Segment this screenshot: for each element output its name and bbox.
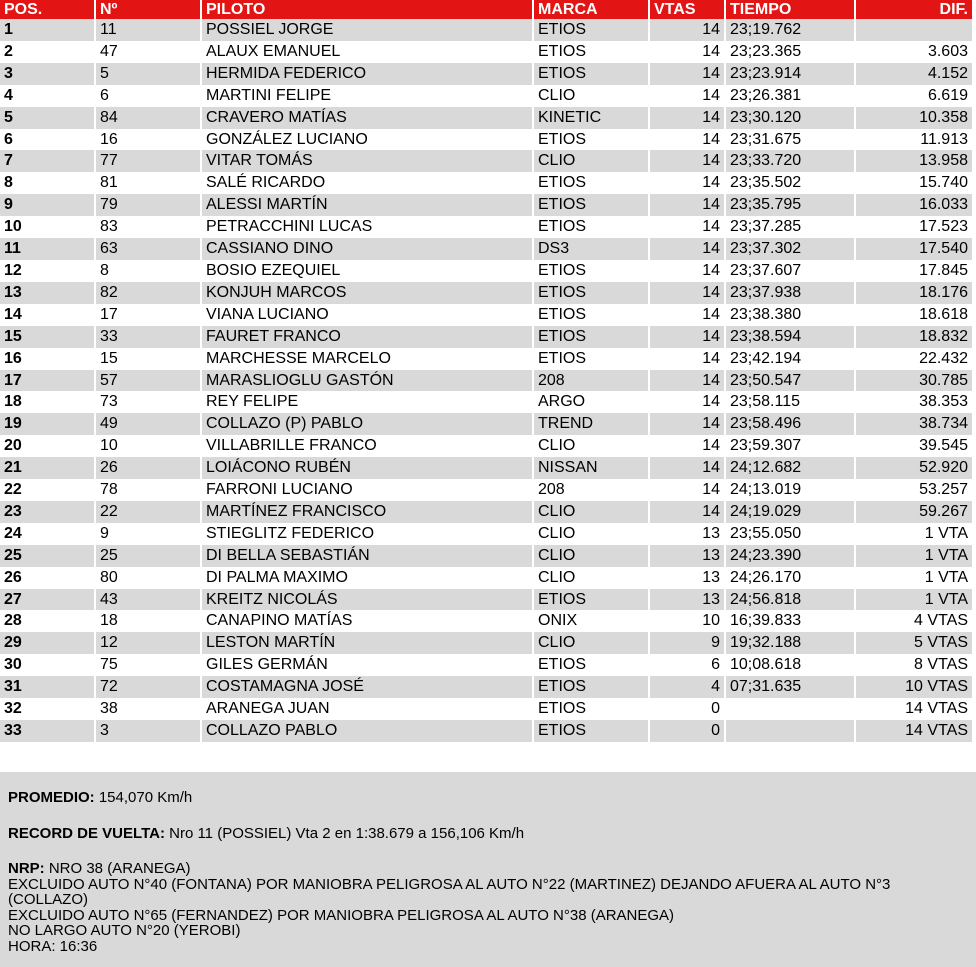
cell-pos: 26 [0, 567, 94, 589]
average-speed-line [8, 790, 968, 806]
table-row [0, 435, 972, 457]
cell-time: 16;39.833 [726, 610, 854, 632]
cell-gap: 13.958 [856, 150, 972, 172]
cell-gap: 18.176 [856, 282, 972, 304]
cell-laps: 0 [650, 698, 724, 720]
header-number: Nº [96, 0, 200, 19]
table-row [0, 391, 972, 413]
cell-time: 23;58.496 [726, 413, 854, 435]
cell-pos: 27 [0, 589, 94, 611]
table-row [0, 676, 972, 698]
cell-brand: ETIOS [534, 304, 648, 326]
cell-pos: 24 [0, 523, 94, 545]
cell-driver: ARANEGA JUAN [202, 698, 532, 720]
cell-gap: 15.740 [856, 172, 972, 194]
race-notes [0, 772, 976, 967]
cell-gap: 16.033 [856, 194, 972, 216]
cell-gap: 10 VTAS [856, 676, 972, 698]
cell-gap: 22.432 [856, 348, 972, 370]
cell-gap: 1 VTA [856, 589, 972, 611]
cell-pos: 10 [0, 216, 94, 238]
cell-brand: NISSAN [534, 457, 648, 479]
cell-driver: DI PALMA MAXIMO [202, 567, 532, 589]
cell-pos: 1 [0, 19, 94, 41]
cell-brand: ETIOS [534, 194, 648, 216]
cell-laps: 14 [650, 41, 724, 63]
lap-record-value: Nro 11 (POSSIEL) Vta 2 en 1:38.679 a 156,106 Km/h [164, 824, 525, 842]
cell-brand: TREND [534, 413, 648, 435]
note-line: HORA: 16:36 [8, 937, 98, 955]
cell-brand: KINETIC [534, 107, 648, 129]
cell-laps: 14 [650, 19, 724, 41]
cell-laps: 14 [650, 326, 724, 348]
cell-number: 49 [96, 413, 200, 435]
cell-gap: 17.845 [856, 260, 972, 282]
cell-number: 77 [96, 150, 200, 172]
cell-pos: 19 [0, 413, 94, 435]
cell-pos: 7 [0, 150, 94, 172]
cell-laps: 14 [650, 391, 724, 413]
cell-driver: STIEGLITZ FEDERICO [202, 523, 532, 545]
cell-time: 23;31.675 [726, 129, 854, 151]
cell-number: 72 [96, 676, 200, 698]
cell-driver: LOIÁCONO RUBÉN [202, 457, 532, 479]
cell-brand: CLIO [534, 501, 648, 523]
cell-number: 22 [96, 501, 200, 523]
cell-brand: CLIO [534, 85, 648, 107]
table-row [0, 501, 972, 523]
cell-driver: COSTAMAGNA JOSÉ [202, 676, 532, 698]
cell-pos: 8 [0, 172, 94, 194]
cell-pos: 28 [0, 610, 94, 632]
cell-pos: 12 [0, 260, 94, 282]
cell-driver: MARTÍNEZ FRANCISCO [202, 501, 532, 523]
cell-gap: 39.545 [856, 435, 972, 457]
cell-brand: ETIOS [534, 348, 648, 370]
cell-pos: 4 [0, 85, 94, 107]
table-row [0, 282, 972, 304]
cell-pos: 14 [0, 304, 94, 326]
cell-number: 9 [96, 523, 200, 545]
cell-pos: 18 [0, 391, 94, 413]
cell-brand: ETIOS [534, 589, 648, 611]
cell-pos: 15 [0, 326, 94, 348]
cell-gap: 30.785 [856, 370, 972, 392]
cell-driver: BOSIO EZEQUIEL [202, 260, 532, 282]
cell-laps: 9 [650, 632, 724, 654]
table-row [0, 457, 972, 479]
cell-number: 12 [96, 632, 200, 654]
cell-time: 23;23.914 [726, 63, 854, 85]
cell-pos: 9 [0, 194, 94, 216]
cell-number: 16 [96, 129, 200, 151]
cell-pos: 32 [0, 698, 94, 720]
cell-laps: 14 [650, 85, 724, 107]
nrp-value: NRO 38 (ARANEGA) [44, 860, 191, 877]
cell-driver: VITAR TOMÁS [202, 150, 532, 172]
cell-gap: 10.358 [856, 107, 972, 129]
cell-gap: 38.353 [856, 391, 972, 413]
cell-laps: 14 [650, 150, 724, 172]
cell-pos: 30 [0, 654, 94, 676]
cell-brand: 208 [534, 370, 648, 392]
cell-laps: 14 [650, 457, 724, 479]
cell-gap: 8 VTAS [856, 654, 972, 676]
cell-time: 24;23.390 [726, 545, 854, 567]
cell-number: 81 [96, 172, 200, 194]
cell-gap: 59.267 [856, 501, 972, 523]
cell-brand: CLIO [534, 435, 648, 457]
cell-pos: 13 [0, 282, 94, 304]
header-driver: PILOTO [202, 0, 532, 19]
cell-gap: 11.913 [856, 129, 972, 151]
cell-time [726, 698, 854, 720]
cell-time: 23;38.594 [726, 326, 854, 348]
nrp-line [8, 861, 968, 877]
cell-time: 07;31.635 [726, 676, 854, 698]
cell-driver: CANAPINO MATÍAS [202, 610, 532, 632]
table-row [0, 610, 972, 632]
cell-number: 80 [96, 567, 200, 589]
cell-driver: VIANA LUCIANO [202, 304, 532, 326]
header-pos: POS. [0, 0, 94, 19]
header-time: TIEMPO [726, 0, 854, 19]
cell-time: 23;42.194 [726, 348, 854, 370]
cell-number: 33 [96, 326, 200, 348]
cell-brand: ETIOS [534, 260, 648, 282]
cell-pos: 17 [0, 370, 94, 392]
cell-laps: 14 [650, 63, 724, 85]
cell-gap: 6.619 [856, 85, 972, 107]
cell-brand: 208 [534, 479, 648, 501]
cell-pos: 6 [0, 129, 94, 151]
table-row [0, 238, 972, 260]
cell-driver: POSSIEL JORGE [202, 19, 532, 41]
table-row [0, 150, 972, 172]
table-row [0, 370, 972, 392]
table-row [0, 63, 972, 85]
cell-driver: FAURET FRANCO [202, 326, 532, 348]
cell-driver: DI BELLA SEBASTIÁN [202, 545, 532, 567]
cell-pos: 16 [0, 348, 94, 370]
table-row [0, 720, 972, 742]
cell-gap: 14 VTAS [856, 698, 972, 720]
table-row [0, 326, 972, 348]
cell-brand: CLIO [534, 567, 648, 589]
cell-brand: ETIOS [534, 676, 648, 698]
cell-number: 8 [96, 260, 200, 282]
cell-laps: 13 [650, 523, 724, 545]
note-line: EXCLUIDO AUTO N°65 (FERNANDEZ) POR MANIOBRA PELIGROSA AL AUTO N°38 (ARANEGA) [8, 906, 675, 924]
cell-time: 23;23.365 [726, 41, 854, 63]
nrp-label: NRP: [8, 860, 45, 877]
cell-gap: 4.152 [856, 63, 972, 85]
cell-driver: LESTON MARTÍN [202, 632, 532, 654]
cell-gap: 5 VTAS [856, 632, 972, 654]
cell-time: 23;37.938 [726, 282, 854, 304]
cell-time: 23;50.547 [726, 370, 854, 392]
cell-laps: 14 [650, 260, 724, 282]
cell-time: 23;35.502 [726, 172, 854, 194]
cell-laps: 14 [650, 282, 724, 304]
cell-time: 24;19.029 [726, 501, 854, 523]
lap-record-label: RECORD DE VUELTA: [8, 824, 165, 842]
header-row [0, 0, 972, 19]
cell-gap: 18.618 [856, 304, 972, 326]
cell-brand: ETIOS [534, 63, 648, 85]
cell-number: 79 [96, 194, 200, 216]
cell-laps: 14 [650, 370, 724, 392]
cell-driver: CRAVERO MATÍAS [202, 107, 532, 129]
cell-driver: COLLAZO (P) PABLO [202, 413, 532, 435]
cell-driver: PETRACCHINI LUCAS [202, 216, 532, 238]
cell-laps: 14 [650, 172, 724, 194]
cell-time: 24;26.170 [726, 567, 854, 589]
table-row [0, 567, 972, 589]
header-gap: DIF. [856, 0, 972, 19]
cell-laps: 14 [650, 238, 724, 260]
cell-time: 23;37.285 [726, 216, 854, 238]
cell-pos: 3 [0, 63, 94, 85]
cell-time: 10;08.618 [726, 654, 854, 676]
cell-pos: 11 [0, 238, 94, 260]
table-row [0, 194, 972, 216]
nrp-block [8, 861, 968, 954]
table-row [0, 632, 972, 654]
cell-laps: 14 [650, 129, 724, 151]
cell-pos: 29 [0, 632, 94, 654]
cell-gap [856, 19, 972, 41]
cell-number: 63 [96, 238, 200, 260]
cell-number: 73 [96, 391, 200, 413]
cell-brand: ONIX [534, 610, 648, 632]
cell-driver: ALAUX EMANUEL [202, 41, 532, 63]
note-line: EXCLUIDO AUTO N°40 (FONTANA) POR MANIOBRA PELIGROSA AL AUTO N°22 (MARTINEZ) DEJANDO AFUERA AL AUTO N°3 (COLLAZO) [8, 875, 891, 908]
header-brand: MARCA [534, 0, 648, 19]
table-row [0, 107, 972, 129]
cell-brand: ETIOS [534, 172, 648, 194]
cell-laps: 13 [650, 589, 724, 611]
table-row [0, 413, 972, 435]
cell-laps: 14 [650, 413, 724, 435]
cell-driver: GONZÁLEZ LUCIANO [202, 129, 532, 151]
cell-laps: 14 [650, 107, 724, 129]
cell-number: 18 [96, 610, 200, 632]
cell-laps: 14 [650, 216, 724, 238]
cell-number: 82 [96, 282, 200, 304]
cell-laps: 14 [650, 501, 724, 523]
cell-driver: MARTINI FELIPE [202, 85, 532, 107]
cell-driver: KREITZ NICOLÁS [202, 589, 532, 611]
cell-laps: 0 [650, 720, 724, 742]
table-row [0, 19, 972, 41]
cell-time: 23;58.115 [726, 391, 854, 413]
cell-number: 11 [96, 19, 200, 41]
table-row [0, 523, 972, 545]
cell-brand: ETIOS [534, 129, 648, 151]
cell-time: 23;33.720 [726, 150, 854, 172]
table-row [0, 348, 972, 370]
cell-number: 10 [96, 435, 200, 457]
cell-number: 75 [96, 654, 200, 676]
lap-record-line [8, 826, 968, 842]
cell-laps: 14 [650, 435, 724, 457]
cell-time: 19;32.188 [726, 632, 854, 654]
cell-brand: CLIO [534, 150, 648, 172]
cell-pos: 25 [0, 545, 94, 567]
cell-driver: COLLAZO PABLO [202, 720, 532, 742]
cell-time: 24;13.019 [726, 479, 854, 501]
cell-number: 15 [96, 348, 200, 370]
cell-gap: 17.540 [856, 238, 972, 260]
cell-brand: CLIO [534, 545, 648, 567]
cell-time: 23;55.050 [726, 523, 854, 545]
cell-time: 23;37.302 [726, 238, 854, 260]
cell-pos: 22 [0, 479, 94, 501]
cell-laps: 14 [650, 348, 724, 370]
cell-brand: ARGO [534, 391, 648, 413]
cell-gap: 14 VTAS [856, 720, 972, 742]
table-row [0, 698, 972, 720]
cell-laps: 6 [650, 654, 724, 676]
cell-number: 26 [96, 457, 200, 479]
cell-pos: 23 [0, 501, 94, 523]
cell-number: 5 [96, 63, 200, 85]
cell-time: 23;19.762 [726, 19, 854, 41]
cell-brand: ETIOS [534, 326, 648, 348]
cell-brand: ETIOS [534, 282, 648, 304]
cell-time: 23;30.120 [726, 107, 854, 129]
table-row [0, 129, 972, 151]
cell-time: 23;26.381 [726, 85, 854, 107]
table-row [0, 479, 972, 501]
cell-time: 23;59.307 [726, 435, 854, 457]
cell-driver: KONJUH MARCOS [202, 282, 532, 304]
cell-gap: 3.603 [856, 41, 972, 63]
table-row [0, 304, 972, 326]
cell-brand: ETIOS [534, 698, 648, 720]
cell-gap: 17.523 [856, 216, 972, 238]
cell-number: 25 [96, 545, 200, 567]
cell-laps: 10 [650, 610, 724, 632]
average-speed-value: 154,070 Km/h [94, 789, 193, 806]
results-body [0, 19, 972, 742]
cell-driver: VILLABRILLE FRANCO [202, 435, 532, 457]
cell-pos: 31 [0, 676, 94, 698]
cell-pos: 33 [0, 720, 94, 742]
cell-driver: MARASLIOGLU GASTÓN [202, 370, 532, 392]
cell-laps: 13 [650, 567, 724, 589]
cell-number: 47 [96, 41, 200, 63]
cell-laps: 14 [650, 304, 724, 326]
cell-number: 38 [96, 698, 200, 720]
cell-laps: 14 [650, 194, 724, 216]
cell-laps: 4 [650, 676, 724, 698]
table-row [0, 260, 972, 282]
cell-pos: 20 [0, 435, 94, 457]
table-row [0, 589, 972, 611]
note-line: NO LARGO AUTO N°20 (YEROBI) [8, 922, 241, 939]
cell-brand: ETIOS [534, 720, 648, 742]
cell-gap: 1 VTA [856, 545, 972, 567]
cell-laps: 14 [650, 479, 724, 501]
cell-gap: 1 VTA [856, 567, 972, 589]
cell-brand: CLIO [534, 523, 648, 545]
cell-brand: ETIOS [534, 41, 648, 63]
cell-brand: ETIOS [534, 19, 648, 41]
cell-number: 57 [96, 370, 200, 392]
cell-time [726, 720, 854, 742]
cell-time: 23;35.795 [726, 194, 854, 216]
average-speed-label: PROMEDIO: [8, 789, 95, 806]
cell-number: 3 [96, 720, 200, 742]
cell-number: 78 [96, 479, 200, 501]
cell-brand: CLIO [534, 632, 648, 654]
cell-time: 24;56.818 [726, 589, 854, 611]
table-row [0, 85, 972, 107]
cell-number: 84 [96, 107, 200, 129]
cell-brand: ETIOS [534, 654, 648, 676]
cell-driver: FARRONI LUCIANO [202, 479, 532, 501]
table-row [0, 216, 972, 238]
cell-gap: 1 VTA [856, 523, 972, 545]
cell-time: 24;12.682 [726, 457, 854, 479]
cell-gap: 52.920 [856, 457, 972, 479]
cell-driver: REY FELIPE [202, 391, 532, 413]
cell-pos: 5 [0, 107, 94, 129]
table-row [0, 545, 972, 567]
cell-gap: 18.832 [856, 326, 972, 348]
cell-number: 17 [96, 304, 200, 326]
cell-brand: ETIOS [534, 216, 648, 238]
cell-driver: HERMIDA FEDERICO [202, 63, 532, 85]
table-row [0, 172, 972, 194]
cell-number: 43 [96, 589, 200, 611]
cell-pos: 21 [0, 457, 94, 479]
cell-gap: 38.734 [856, 413, 972, 435]
header-laps: VTAS [650, 0, 724, 19]
table-row [0, 654, 972, 676]
cell-gap: 4 VTAS [856, 610, 972, 632]
cell-number: 83 [96, 216, 200, 238]
cell-driver: GILES GERMÁN [202, 654, 532, 676]
cell-driver: ALESSI MARTÍN [202, 194, 532, 216]
cell-pos: 2 [0, 41, 94, 63]
table-row [0, 41, 972, 63]
cell-number: 6 [96, 85, 200, 107]
cell-driver: SALÉ RICARDO [202, 172, 532, 194]
cell-driver: CASSIANO DINO [202, 238, 532, 260]
cell-time: 23;37.607 [726, 260, 854, 282]
cell-time: 23;38.380 [726, 304, 854, 326]
cell-gap: 53.257 [856, 479, 972, 501]
cell-brand: DS3 [534, 238, 648, 260]
cell-laps: 13 [650, 545, 724, 567]
cell-driver: MARCHESSE MARCELO [202, 348, 532, 370]
